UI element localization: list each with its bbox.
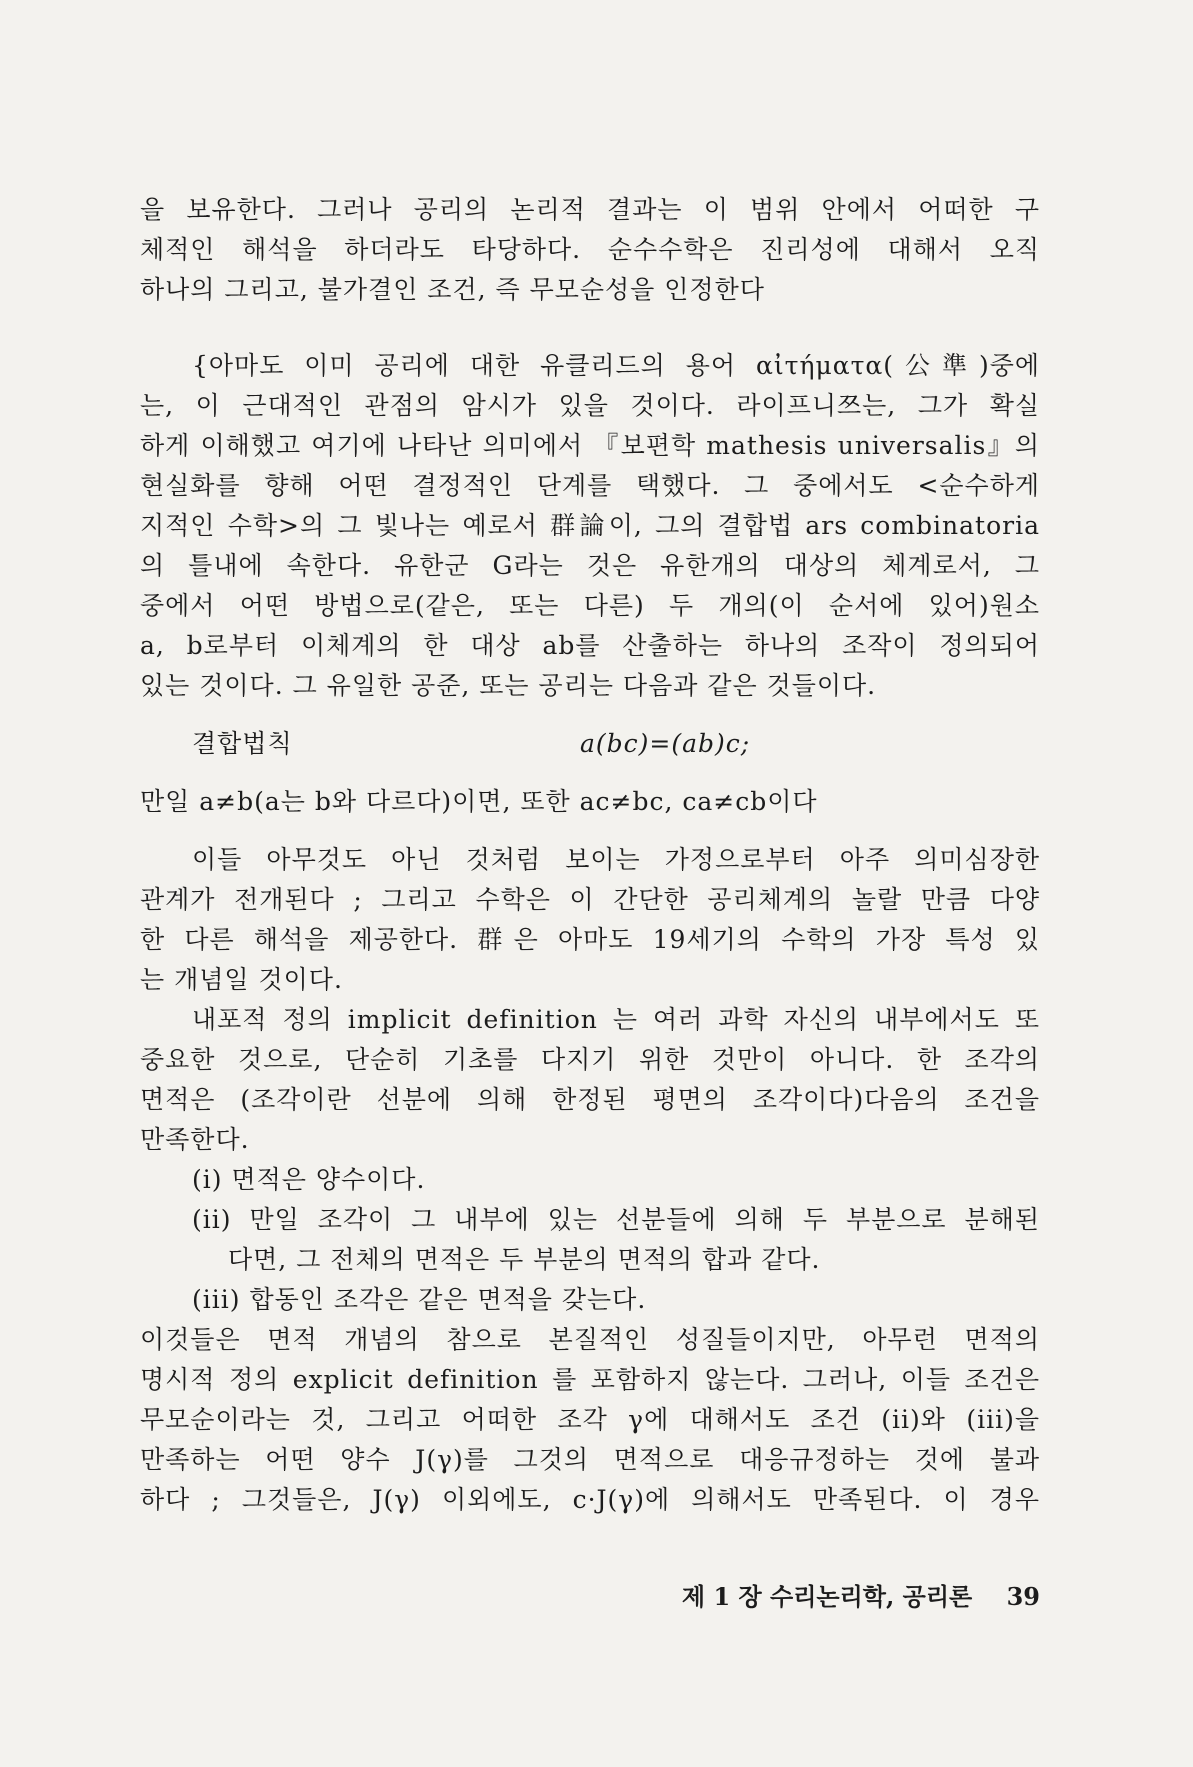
list-item: (iii) 합동인 조각은 같은 면적을 갖는다. <box>192 1285 647 1314</box>
text-line: 내포적 정의 implicit definition 는 여러 과학 자신의 내부에서도 또 <box>192 1005 1040 1034</box>
text-line: 무모순이라는 것, 그리고 어떠한 조각 γ에 대해서도 조건 (ii)와 (iii)을 <box>140 1405 1040 1434</box>
text-line: {아마도 이미 공리에 대한 유클리드의 용어 αἰτήματα(公準)중에 <box>192 351 1040 380</box>
text-line: 중요한 것으로, 단순히 기초를 다지기 위한 것만이 아니다. 한 조각의 <box>140 1045 1040 1074</box>
text-line: 있는 것이다. 그 유일한 공준, 또는 공리는 다음과 같은 것들이다. <box>140 671 877 700</box>
text-line: 현실화를 향해 어떤 결정적인 단계를 택했다. 그 중에서도 <순수하게 <box>140 471 1040 500</box>
list-item-continuation: 다면, 그 전체의 면적은 두 부분의 면적의 합과 같다. <box>228 1245 821 1274</box>
text-line: 하게 이해했고 여기에 나타난 의미에서 『보편학 mathesis universalis』의 <box>140 431 1040 460</box>
text-line: 만족한다. <box>140 1125 250 1154</box>
area-conditions-list <box>140 1160 1040 1320</box>
condition-line: 만일 a≠b(a는 b와 다르다)이면, 또한 ac≠bc, ca≠cb이다 <box>140 787 818 816</box>
text-line: 한 다른 해석을 제공한다. 群은 아마도 19세기의 수학의 가장 특성 있 <box>140 925 1040 954</box>
text-line: 체적인 해석을 하더라도 타당하다. 순수수학은 진리성에 대해서 오직 <box>140 235 1040 264</box>
paragraph-group-theory <box>140 840 1040 1000</box>
formula-label: 결합법칙 <box>192 729 293 758</box>
text-line: 이것들은 면적 개념의 참으로 본질적인 성질들이지만, 아무런 면적의 <box>140 1325 1040 1354</box>
chapter-title: 제 1 장 수리논리학, 공리론 <box>681 1582 973 1611</box>
text-line: 하나의 그리고, 불가결인 조건, 즉 무모순성을 인정한다 <box>140 275 765 304</box>
text-line: 면적은 (조각이란 선분에 의해 한정된 평면의 조각이다)다음의 조건을 <box>140 1085 1040 1114</box>
paragraph-explicit-definition <box>140 1320 1040 1520</box>
list-item: (ii) 만일 조각이 그 내부에 있는 선분들에 의해 두 부분으로 분해된 <box>192 1205 1040 1234</box>
text-line: 만족하는 어떤 양수 J(γ)를 그것의 면적으로 대응규정하는 것에 불과 <box>140 1445 1040 1474</box>
text-line: 는, 이 근대적인 관점의 암시가 있을 것이다. 라이프니쯔는, 그가 확실 <box>140 391 1040 420</box>
text-line: a, b로부터 이체계의 한 대상 ab를 산출하는 하나의 조작이 정의되어 <box>140 631 1040 660</box>
paragraph-continuation <box>140 190 1040 310</box>
text-line: 지적인 수학>의 그 빛나는 예로서 群論이, 그의 결합법 ars combinatoria <box>140 511 1040 540</box>
text-line: 의 틀내에 속한다. 유한군 G라는 것은 유한개의 대상의 체계로서, 그 <box>140 551 1040 580</box>
associative-law-formula <box>140 724 1040 764</box>
text-line: 관계가 전개된다 ; 그리고 수학은 이 간단한 공리체계의 놀랄 만큼 다양 <box>140 885 1040 914</box>
text-line: 명시적 정의 explicit definition 를 포함하지 않는다. 그러나, 이들 조건은 <box>140 1365 1040 1394</box>
paragraph-euclid-leibniz <box>140 346 1040 706</box>
text-line: 하다 ; 그것들은, J(γ) 이외에도, c·J(γ)에 의해서도 만족된다. 이 경우 <box>140 1485 1040 1514</box>
page-body <box>140 190 1040 1520</box>
text-line: 이들 아무것도 아닌 것처럼 보이는 가정으로부터 아주 의미심장한 <box>192 845 1040 874</box>
text-line: 을 보유한다. 그러나 공리의 논리적 결과는 이 범위 안에서 어떠한 구 <box>140 195 1040 224</box>
formula-expression: a(bc)=(ab)c; <box>580 729 751 758</box>
text-line: 는 개념일 것이다. <box>140 965 343 994</box>
list-item: (i) 면적은 양수이다. <box>192 1165 426 1194</box>
running-footer <box>560 1580 1040 1614</box>
page-number: 39 <box>1006 1582 1040 1611</box>
paragraph-implicit-definition <box>140 1000 1040 1160</box>
text-line: 중에서 어떤 방법으로(같은, 또는 다른) 두 개의(이 순서에 있어)원소 <box>140 591 1040 620</box>
